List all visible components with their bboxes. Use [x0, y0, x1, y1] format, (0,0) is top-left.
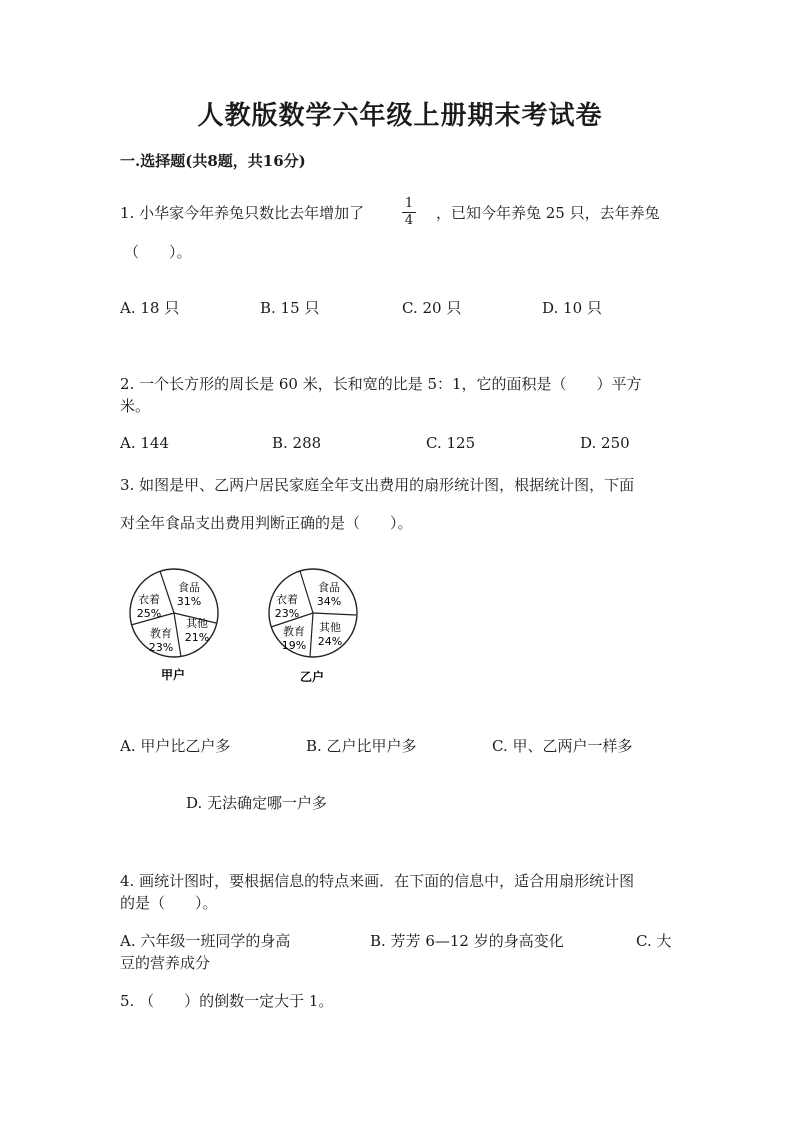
pie-a-food-pct: 31% — [176, 595, 202, 608]
q2-option-c: C. 125 — [426, 434, 476, 452]
q4-option-a: A. 六年级一班同学的身高 — [120, 932, 291, 950]
q3-option-a: A. 甲户比乙户多 — [120, 737, 231, 755]
pie-b-food-pct: 34% — [316, 595, 342, 608]
q1-fraction — [402, 197, 416, 228]
q4-option-b: B. 芳芳 6—12 岁的身高变化 — [370, 932, 564, 950]
q4-option-c: C. 大 — [636, 932, 672, 950]
pie-a-other-label: 其他 — [186, 617, 208, 630]
pie-a-other-pct: 21% — [184, 631, 210, 644]
q3-option-c: C. 甲、乙两户一样多 — [492, 737, 633, 755]
q2-line1: 2. 一个长方形的周长是 60 米，长和宽的比是 5：1，它的面积是（ ）平方 — [120, 375, 642, 393]
q4-option-c-continued: 豆的营养成分 — [120, 954, 211, 972]
pie-a-food-label: 食品 — [178, 581, 200, 594]
pie-chart-a — [125, 565, 225, 690]
pie-a-edu-pct: 23% — [148, 641, 174, 654]
pie-a-divider-1 — [160, 571, 174, 613]
section-heading: 一.选择题(共8题，共16分) — [120, 152, 306, 170]
q1-option-d: D. 10 只 — [542, 299, 602, 317]
pie-b-clothes-label: 衣着 — [276, 593, 298, 606]
pie-b-edu-pct: 19% — [281, 639, 307, 652]
q1-option-a: A. 18 只 — [120, 299, 180, 317]
pie-a-clothes-label: 衣着 — [138, 593, 160, 606]
q2-option-a: A. 144 — [120, 434, 169, 452]
q1-option-b: B. 15 只 — [260, 299, 320, 317]
pie-b-divider-3 — [310, 613, 313, 657]
q2-option-d: D. 250 — [580, 434, 630, 452]
pie-b-edu-label: 教育 — [283, 625, 305, 638]
pie-chart-b — [264, 565, 364, 690]
page-title: 人教版数学六年级上册期末考试卷 — [197, 101, 603, 131]
q3-option-b: B. 乙户比甲户多 — [306, 737, 417, 755]
q1-text-before: 1. 小华家今年养兔只数比去年增加了 — [120, 204, 365, 222]
pie-b-other-pct: 24% — [317, 635, 343, 648]
pie-a-divider-3 — [174, 613, 181, 657]
q3-option-d: D. 无法确定哪一户多 — [186, 794, 328, 812]
pie-a-clothes-pct: 25% — [136, 607, 162, 620]
q3-line1: 3. 如图是甲、乙两户居民家庭全年支出费用的扇形统计图，根据统计图，下面 — [120, 476, 635, 494]
q1-blank-line: （ ）。 — [124, 243, 192, 261]
q2-line2: 米。 — [120, 397, 151, 415]
q4-line1: 4. 画统计图时，要根据信息的特点来画．在下面的信息中，适合用扇形统计图 — [120, 872, 635, 890]
pie-b-other-label: 其他 — [319, 621, 341, 634]
q5-line1: 5. （ ）的倒数一定大于 1。 — [120, 992, 334, 1010]
q1-text-after: ，已知今年养兔 25 只，去年养兔 — [436, 204, 660, 222]
pie-b-divider-1 — [300, 571, 313, 613]
pie-b-divider-2 — [313, 613, 356, 615]
pie-b-caption: 乙户 — [299, 670, 325, 684]
pie-a-edu-label: 教育 — [150, 627, 172, 640]
q2-option-b: B. 288 — [272, 434, 322, 452]
q3-line2: 对全年食品支出费用判断正确的是（ ）。 — [120, 514, 413, 532]
pie-b-clothes-pct: 23% — [274, 607, 300, 620]
q1-fraction-denominator: 4 — [404, 213, 414, 228]
pie-a-caption: 甲户 — [160, 668, 186, 682]
q1-fraction-numerator: 1 — [404, 196, 414, 211]
q4-line2: 的是（ ）。 — [120, 894, 218, 912]
q1-option-c: C. 20 只 — [402, 299, 462, 317]
pie-b-food-label: 食品 — [318, 581, 340, 594]
